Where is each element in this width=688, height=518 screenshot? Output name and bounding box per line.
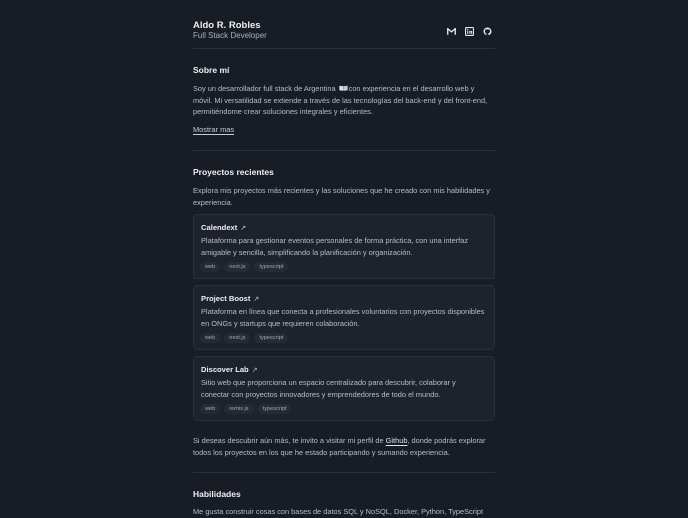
- tag: next.js: [224, 333, 250, 343]
- project-tags: [200, 333, 288, 343]
- about-text: [193, 83, 493, 118]
- project-card-project-boost[interactable]: [193, 285, 495, 350]
- about-divider: [193, 150, 495, 151]
- projects-intro: Explora mis proyectos más recientes y las soluciones que he creado con mis habilidades y experiencia.: [193, 186, 491, 207]
- about-title: Sobre mí: [193, 65, 230, 75]
- project-title-text: Discover Lab: [201, 365, 249, 374]
- show-more-link[interactable]: Mostrar mas: [193, 125, 235, 134]
- tag: next.js: [224, 262, 250, 272]
- github-icon[interactable]: [483, 27, 492, 36]
- projects-title: Proyectos recientes: [193, 167, 274, 177]
- author-name: Aldo R. Robles: [193, 20, 261, 31]
- project-card-discover-lab[interactable]: [193, 356, 495, 421]
- tag: typescript: [254, 262, 288, 272]
- project-title-text: Project Boost: [201, 294, 251, 303]
- project-title[interactable]: [201, 223, 246, 232]
- author-role: Full Stack Developer: [193, 31, 267, 40]
- social-links: [447, 27, 492, 36]
- tag: web: [200, 262, 220, 272]
- github-profile-link[interactable]: Github: [385, 436, 408, 445]
- external-link-arrow-icon: ↗: [251, 367, 258, 374]
- about-text-part1: Soy un desarrollador full stack de Argentina: [193, 84, 338, 93]
- project-description: Plataforma en línea que conecta a profesionales voluntarios con proyectos disponibles en ONGs y startups que requieren colaboración.: [201, 307, 485, 328]
- gmail-icon[interactable]: [447, 27, 456, 36]
- project-title-text: Calendext: [201, 223, 238, 232]
- skills-text: Me gusta construir cosas con bases de datos SQL y NoSQL, Docker, Python, TypeScript: [193, 507, 484, 516]
- site-header: [193, 20, 495, 48]
- project-title[interactable]: [201, 294, 259, 303]
- project-title[interactable]: [201, 365, 258, 374]
- tag: web: [200, 404, 220, 414]
- header-divider: [193, 48, 495, 49]
- projects-outro: [193, 435, 493, 458]
- linkedin-icon[interactable]: [465, 27, 474, 36]
- tag: web: [200, 333, 220, 343]
- external-link-arrow-icon: ↗: [240, 225, 247, 232]
- project-card-calendext[interactable]: [193, 214, 495, 279]
- tag: remix.js: [224, 404, 253, 414]
- open-book-icon: [339, 85, 348, 91]
- external-link-arrow-icon: ↗: [253, 296, 260, 303]
- projects-outro-before: Si deseas descubrir aún más, te invito a visitar mi perfil de: [193, 436, 386, 445]
- projects-divider: [193, 472, 495, 473]
- project-tags: [200, 262, 288, 272]
- tag: typescript: [258, 404, 292, 414]
- skills-title: Habilidades: [193, 489, 241, 499]
- project-description: Sitio web que proporciona un espacio centralizado para descubrir, colaborar y conectar con proyectos innovadores y emprendedores de todo el mundo.: [201, 378, 456, 399]
- project-description: Plataforma para gestionar eventos personales de forma práctica, con una interfaz amigable y sencilla, simplificando la planificación y organización.: [201, 236, 469, 257]
- projects-outro-after: , donde podrás explorar todos los proyectos en los que he estado participando y sumando experiencia.: [193, 436, 486, 457]
- project-tags: [200, 404, 291, 414]
- tag: typescript: [254, 333, 288, 343]
- about-text-part2: con experiencia en el desarrollo web y móvil. Mi versatilidad se extiende a través de las tecnologías del back-end y del front-end, permitiéndome crear soluciones integrales y eficientes.: [193, 84, 488, 117]
